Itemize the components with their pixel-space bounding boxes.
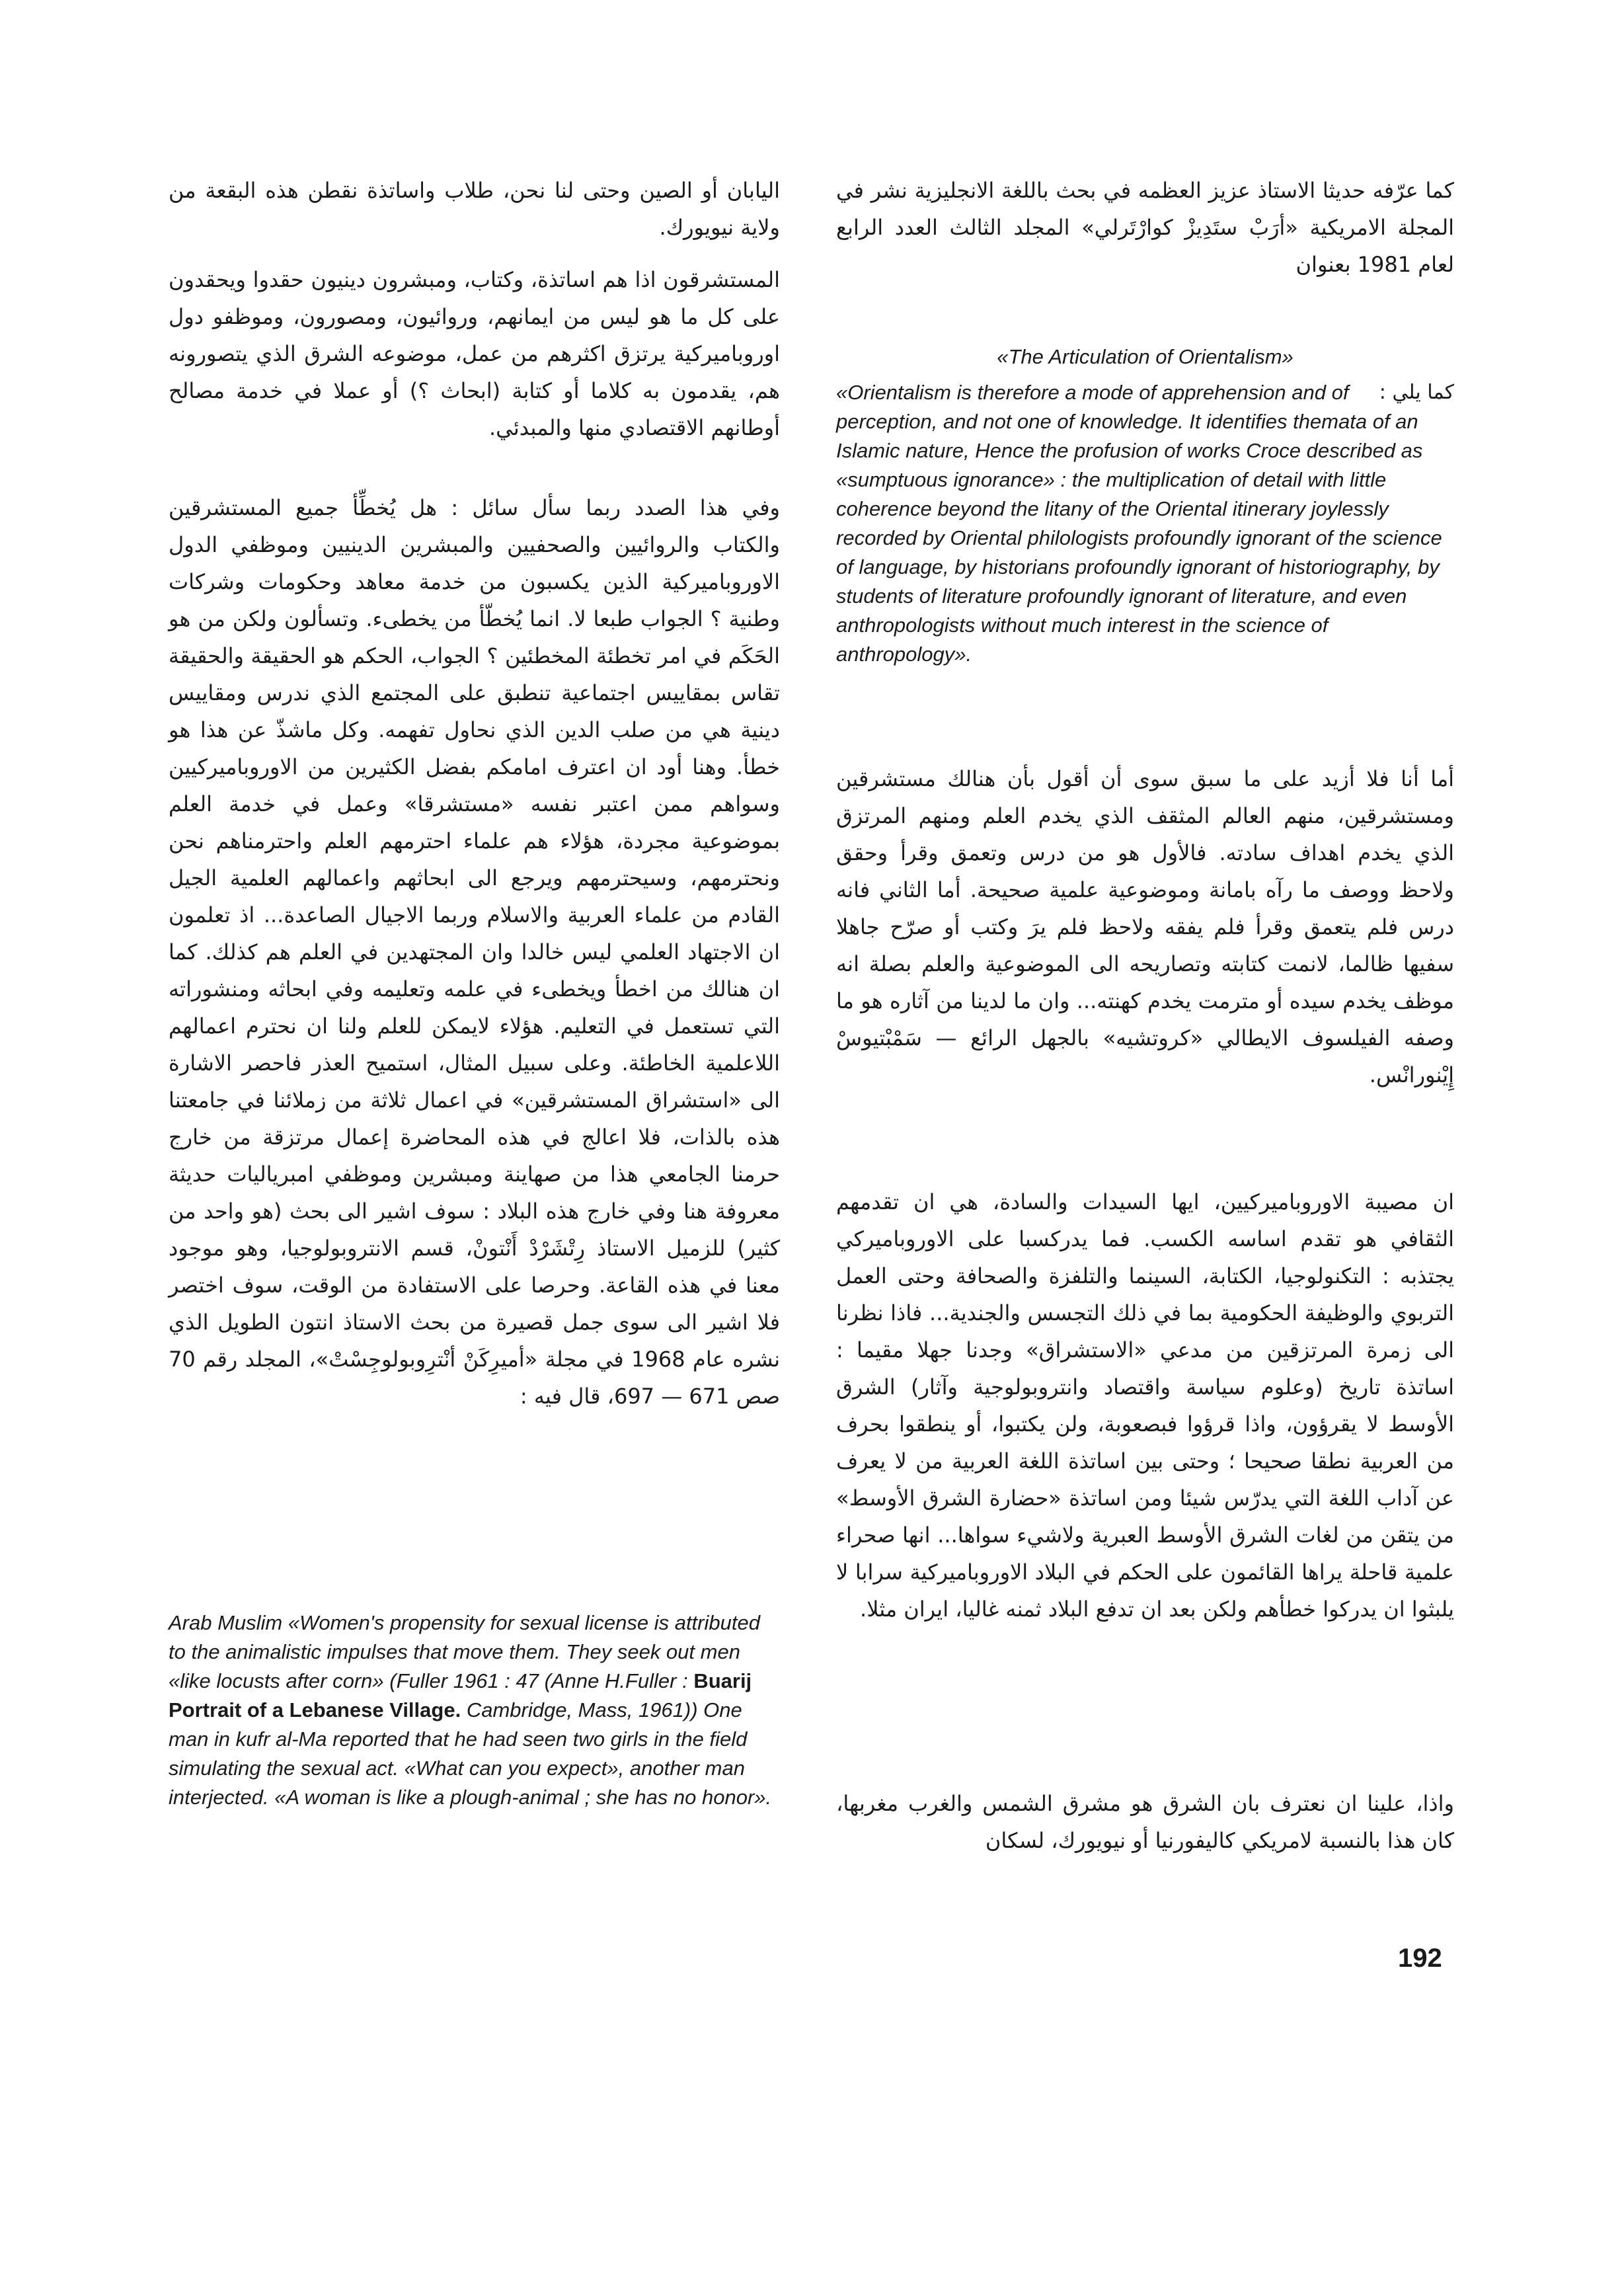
- antoun-quote-citation: Buarij Portrait of a Lebanese Village.: [169, 1669, 752, 1722]
- paragraph-mercenaries: أما أنا فلا أزيد على ما سبق سوى أن أقول بأن هنالك مستشرقين ومستشرقين، منهم العالم المثقف الذي يخدم العلم ومنهم المرتزق الذي يخدم اهداف سادته. فالأول هو من درس وتعمق وقرأ وحقق ولاحظ ووصف ما رآه بامانة وموضوعية علمية صحيحة. أما الثاني فانه درس فلم يتعمق وقرأ فلم يفقه ولاحظ فلم يرَ وكتب أو صرّح جاهلا سفيها ظالما، لانمت كتابته وتصاريحه الى الموضوعية والعلم بصلة انه موظف يخدم سيده أو مترمت يخدم كهنته... وان ما لدينا من آثاره هو ما وصفه الفيلسوف الايطالي «كروتشيه» بالجهل الرائع — سَمْبْتيوسْ إِيْنورانْس.: [836, 766, 1454, 1088]
- antoun-quote-part1: Arab Muslim «Women's propensity for sexual license is attributed to the animalistic impulses that move them. They seek out men «like locusts after corn» (Fuller 1961 : 47 (Anne H.Fuller :: [169, 1611, 760, 1692]
- article-title: «The Articulation of Orientalism»: [997, 345, 1294, 368]
- orientalism-quote: [836, 378, 1454, 669]
- antoun-quote-part2: Cambridge, Mass, 1961)) One man in kufr al-Ma reported that he had seen two girls in the field simulating the sexual act. «What can you expect», another man interjected. «A woman is like a plough-animal ; she has no honor».: [169, 1698, 772, 1809]
- paragraph-question: وفي هذا الصدد ربما سأل سائل : هل يُخطِّأ جميع المستشرقين والكتاب والروائيين والصحفيين والمبشرين الدينيين وموظفي الدول الاوروباميركية الذين يكسبون من خدمة معاهد وحكومات وشركات وطنية ؟ الجواب طبعا لا. انما يُخطّأ من يخطىء. وتسألون ولكن من هو الحَكَم في امر تخطئة المخطئين ؟ الجواب، الحكم هو الحقيقة والحقيقة تقاس بمقاييس اجتماعية تنطبق على المجتمع الذي ندرس ومقاييس دينية هي من صلب الدين الذي نحاول تفهمه. وكل ماشذّ عن هذا هو خطأ. وهنا أود ان اعترف امامكم بفضل الكثيرين من الاوروباميركيين وسواهم ممن اعتبر نفسه «مستشرقا» وعمل في خدمة العلم بموضوعية مجردة، هؤلاء هم علماء احترمهم العلم واحترمناهم نحن ونحترمهم، وسيحترمهم ويرجع الى ابحاثهم واعمالهم العلمية الجيل القادم من علماء العربية والاسلام وربما الاجيال الصاعدة... اذ تعلمون ان الاجتهاد العلمي ليس خالدا وان المجتهدين في العلم هم كذلك. كما ان هنالك من اخطأ ويخطىء في علمه وتعليمه وفي ابحاثه ومنشوراته التي تستعمل في التعليم. هؤلاء لايمكن للعلم ولنا ان نحترم اعمالهم اللاعلمية الخاطئة. وعلى سبيل المثال، استميح العذر فاحصر الاشارة الى «استشراق المستشرقين» في اعمال ثلاثة من زملائنا في جامعتنا هذه بالذات، فلا اعالج في هذه المحاضرة إعمال مرتزقة من خارج حرمنا الجامعي هذا من صهاينة ومبشرين وموظفي امبرياليات حديثة معروفة هنا وفي خارج هذه البلاد : سوف اشير الى بحث (هو واحد من كثير) للزميل الاستاذ رِتْشَرْدْ أَنْتونْ، قسم الانتروبولوجيا، وهو موجود معنا في هذه القاعة. وحرصا على الاستفادة من الوقت، سوف اختصر فلا اشير الى سوى جمل قصيرة من بحث الاستاذ انتون الطويل الذي نشره عام 1968 في مجلة «أميرِكَنْ أنْترِوبولوجِسْتْ»، المجلد رقم 70 صص 671 — 697، قال فيه :: [169, 495, 781, 1409]
- quote-lead: كما يلي :: [1379, 381, 1454, 404]
- paragraph-east-west: واذا، علينا ان نعترف بان الشرق هو مشرق الشمس والغرب مغربها، كان هذا بالنسبة لامريكي كاليفورنيا أو نيويورك، لسكان: [836, 1791, 1454, 1853]
- left-column: [169, 0, 780, 2296]
- right-column: [836, 0, 1454, 2296]
- antoun-quote: [169, 1608, 780, 1812]
- paragraph-continuation: اليابان أو الصين وحتى لنا نحن، طلاب واساتذة نقطن هذه البقعة من ولاية نيويورك.: [169, 178, 780, 240]
- paragraph-orientalists: المستشرقون اذا هم اساتذة، وكتاب، ومبشرون دينيون حقدوا ويحقدون على كل ما هو ليس من ايمانهم، وروائيون، ومصورون، وموظفو دول اوروباميركية يرتزق اكثرهم من عمل، موضوعه الشرق الذي يتصورونه هم، يقدمون به كلاما أو كتابة (ابحاث ؟) أو عملا في خدمة مصالح أوطانهم الاقتصادي منها والمبدئي.: [169, 267, 780, 440]
- intro-paragraph: كما عرّفه حديثا الاستاذ عزيز العظمه في بحث باللغة الانجليزية نشر في المجلة الامريكية «أرَبْ ستَدِيزْ كوارْتَرلي» المجلد الثالث العدد الرابع لعام 1981 بعنوان: [836, 178, 1454, 277]
- page-number: 192: [1398, 1944, 1442, 1973]
- paragraph-misfortune: ان مصيبة الاوروباميركيين، ايها السيدات والسادة، هي ان تقدمهم الثقافي هو تقدم اساسه الكسب. فما يدركسبا على الاوروباميركي يجتذبه : التكنولوجيا، الكتابة، السينما والتلفزة والصحافة وحتى العمل التربوي والوظيفة الحكومية بما في ذلك التجسس والجندية... فاذا نظرنا الى زمرة المرتزقين من مدعي «الاستشراق» وجدنا جهلا مقيما : اساتذة تاريخ (وعلوم سياسة واقتصاد وانتروبولوجية وآثار) الشرق الأوسط لا يقرؤون، واذا قرؤوا فبصعوبة، ولن يكتبوا، أو ينطقوا بحرف من العربية نطقا صحيحا ؛ وحتى بين اساتذة اللغة العربية من لا يعرف عن آداب اللغة التي يدرّس شيئا ومن اساتذة «حضارة الشرق الأوسط» من يتقن من لغات الشرق الأوسط العبرية ولاشيء سواها... انها صحراء علمية قاحلة يراها القائمون على الحكم في البلاد الاوروباميركية سرابا لا يلبثوا ان يدركوا خطأهم ولكن بعد ان تدفع البلاد ثمنه غاليا، ايران مثلا.: [836, 1189, 1454, 1622]
- quote-text: «Orientalism is therefore a mode of apprehension and of perception, and not one of knowledge. It identifies themata of an Islamic nature, Hence the profusion of works Croce described as «sumptuous ignorance» : the multiplication of detail with little coherence beyond the litany of the Oriental itinerary joylessly recorded by Oriental philologists profoundly ignorant of the science of language, by historians profoundly ignorant of historiography, by students of literature profoundly ignorant of literature, and even anthropologists without much interest in the science of anthropology».: [836, 381, 1442, 666]
